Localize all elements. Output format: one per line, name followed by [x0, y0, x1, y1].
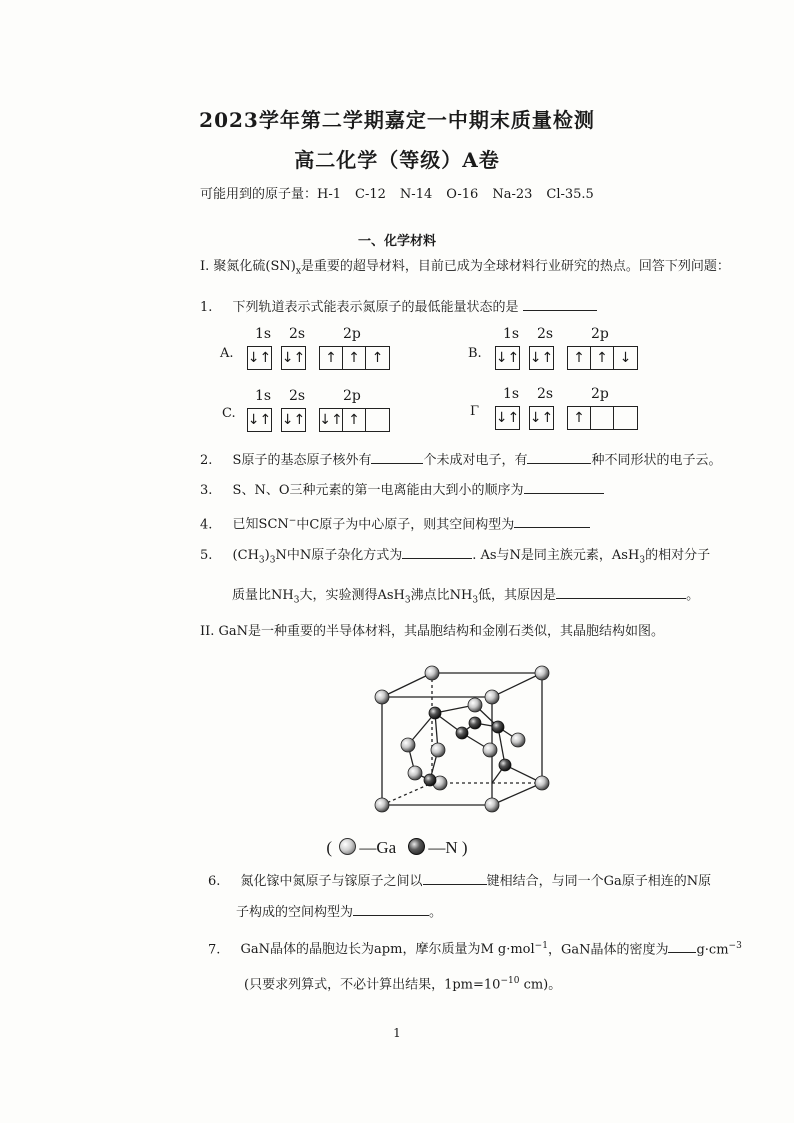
q1-option-d-diagram[interactable]: [495, 386, 645, 434]
orbital-cell: [366, 409, 389, 431]
orbital-cell: ↑: [343, 409, 366, 431]
q1-text: 下列轨道表示式能表示氮原子的最低能量状态的是: [232, 300, 519, 315]
intro-II: II. GaN是一种重要的半导体材料，其晶胞结构和金刚石类似，其晶胞结构如图。: [200, 624, 665, 639]
question-5-line-2: 质量比$NH_3$大，实验测得AsH$_3$沸点比$NH_3$低，其原因是 。: [232, 588, 700, 606]
orbital-cell: ↓: [619, 350, 632, 366]
orbital-cell: ↓↑: [320, 409, 343, 431]
q5-blank-1[interactable]: [402, 546, 472, 559]
orbital-2p-label: 2p: [591, 386, 609, 402]
orbital-cell: ↑: [320, 347, 343, 369]
gan-unit-cell-figure: [360, 655, 560, 830]
q1-option-c-diagram[interactable]: [247, 388, 397, 436]
orbital-cell: [591, 407, 614, 429]
orbital-2s-label: 2s: [289, 326, 306, 342]
mass-cl: Cl-35.5: [546, 187, 594, 202]
orbital-cell: ↑: [568, 407, 591, 429]
atomic-masses: [200, 183, 608, 202]
exam-subtitle: 高二化学（等级）A卷: [294, 148, 500, 172]
orbital-1s-label: 1s: [255, 326, 272, 342]
q1-number: 1.: [200, 300, 213, 315]
question-6-line-2: 子构成的空间构型为 。: [236, 905, 443, 920]
mass-na: Na-23: [492, 187, 533, 202]
orbital-2p-label: 2p: [343, 388, 361, 404]
q1-answer-blank[interactable]: [523, 298, 597, 311]
exam-title: 2023学年第二学期嘉定一中期末质量检测: [199, 108, 595, 132]
q7-blank[interactable]: [668, 940, 696, 953]
orbital-cell: [614, 407, 637, 429]
q5-blank-2[interactable]: [556, 586, 686, 599]
question-7-line-2: (只要求列算式，不必计算出结果，$1pm=10^{-10}$ cm)。: [244, 976, 562, 993]
question-4: 4. 已知SCN−中C原子为中心原子，则其空间构型为: [200, 512, 590, 534]
q1-option-c-label: C.: [222, 406, 236, 421]
section-heading: 一、化学材料: [357, 234, 436, 249]
orbital-1s-label: 1s: [255, 388, 272, 404]
orbital-cell: ↑: [343, 347, 366, 369]
legend-ga-label: —Ga: [359, 838, 397, 857]
q1-option-b-label: B.: [468, 346, 482, 361]
ga-atom-icon: [339, 838, 356, 855]
orbital-cell: ↓↑: [281, 350, 306, 366]
orbital-cell: ↓↑: [495, 410, 520, 426]
orbital-cell: ↓↑: [281, 412, 306, 428]
question-5: 5. $(CH_3)_3N$中N原子杂化方式为 . As与N是同主族元素，AsH$_3$的相对分子: [200, 548, 711, 566]
question-1: [200, 298, 597, 317]
orbital-1s-label: 1s: [503, 326, 520, 342]
atomic-masses-label: 可能用到的原子量：: [200, 187, 318, 202]
q1-option-b-diagram[interactable]: [495, 326, 645, 374]
mass-o: O-16: [446, 187, 479, 202]
q4-blank[interactable]: [514, 515, 590, 528]
orbital-1s-label: 1s: [503, 386, 520, 402]
page-number: 1: [393, 1026, 401, 1040]
q1-option-d-label: Γ: [470, 404, 480, 419]
q2-blank-2[interactable]: [527, 451, 591, 464]
mass-n: N-14: [399, 187, 433, 202]
legend-n-label: —N: [428, 838, 458, 857]
question-6: 6. 氮化镓中氮原子与镓原子之间以 键相结合，与同一个Ga原子相连的N原: [208, 874, 712, 889]
q1-option-a-diagram[interactable]: [247, 326, 397, 374]
figure-legend: ( —Ga —N ): [326, 838, 468, 857]
n-atom-icon: [408, 838, 425, 855]
orbital-2s-label: 2s: [537, 386, 554, 402]
q2-blank-1[interactable]: [371, 451, 423, 464]
mass-h: H-1: [317, 187, 342, 202]
q1-option-a-label: A.: [220, 346, 234, 361]
orbital-cell: ↑: [371, 350, 384, 366]
q6-blank-1[interactable]: [423, 872, 487, 885]
orbital-cell: ↑: [568, 347, 591, 369]
intro-I: I. 聚氮化硫$(SN)_x$是重要的超导材料，目前已成为全球材料行业研究的热点。回答下列问题：: [200, 259, 730, 277]
q6-blank-2[interactable]: [353, 903, 429, 916]
q3-blank[interactable]: [524, 481, 604, 494]
orbital-2p-label: 2p: [591, 326, 609, 342]
orbital-2s-label: 2s: [537, 326, 554, 342]
orbital-cell: ↓↑: [247, 412, 272, 428]
orbital-cell: ↓↑: [495, 350, 520, 366]
question-7: 7. GaN晶体的晶胞边长为apm，摩尔质量为M g·mol$^{-1}$，GaN晶体的密度为 $g\cdot cm^{-3}$: [208, 941, 742, 958]
orbital-2p-label: 2p: [343, 326, 361, 342]
orbital-2s-label: 2s: [289, 388, 306, 404]
question-3: 3. S、N、O三种元素的第一电离能由大到小的顺序为: [200, 481, 604, 500]
orbital-cell: ↓↑: [529, 350, 554, 366]
orbital-cell: ↓↑: [529, 410, 554, 426]
orbital-cell: ↑: [591, 347, 614, 369]
question-2: 2. S原子的基态原子核外有 个未成对电子，有 种不同形状的电子云。: [200, 453, 722, 468]
orbital-cell: ↓↑: [247, 350, 272, 366]
mass-c: C-12: [355, 187, 386, 202]
